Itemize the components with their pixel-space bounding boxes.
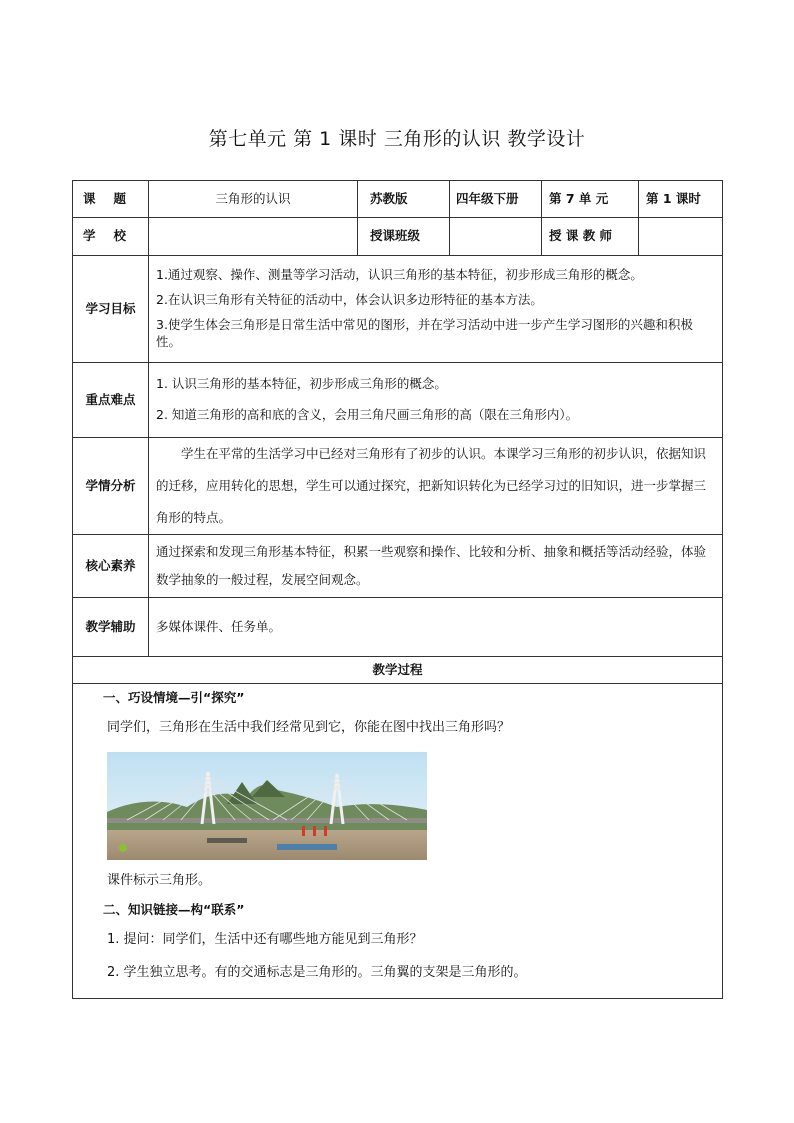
key-point-item: 1. 认识三角形的基本特征，初步形成三角形的概念。 xyxy=(156,376,447,392)
goals-row xyxy=(73,256,723,363)
analysis-text: 学生在平常的生活学习中已经对三角形有了初步的认识。本课学习三角形的初步认识，依据知识的迁移，应用转化的思想，学生可以通过探究，把新知识转化为已经学习过的旧知识，进一步掌握三角形的特点。 xyxy=(156,446,707,525)
part1-heading: 一、巧设情境—引“探究” xyxy=(103,690,245,705)
class-label: 授课班级 xyxy=(358,218,450,256)
key-points-row xyxy=(73,363,723,438)
part1-note: 课件标示三角形。 xyxy=(107,873,212,889)
aids-label: 教学辅助 xyxy=(73,598,149,657)
core-content: 通过探索和发现三角形基本特征，积累一些观察和操作、比较和分析、抽象和概括等活动经验，体验数学抽象的一般过程，发展空间观念。 xyxy=(149,535,723,598)
core-row xyxy=(73,535,723,598)
key-points-content xyxy=(149,363,723,438)
part2-item-2: 2. 学生独立思考。有的交通标志是三角形的。三角翼的支架是三角形的。 xyxy=(107,965,527,981)
analysis-label: 学情分析 xyxy=(73,438,149,535)
publisher-cell: 苏教版 xyxy=(358,181,450,218)
school-row xyxy=(73,218,723,256)
document-title: 第七单元 第 1 课时 三角形的认识 教学设计 xyxy=(208,128,586,150)
process-content xyxy=(73,684,723,999)
goal-item: 2.在认识三角形有关特征的活动中，体会认识多边形特征的基本方法。 xyxy=(156,292,543,308)
school-value xyxy=(149,218,358,256)
teacher-value xyxy=(639,218,723,256)
topic-value: 三角形的认识 xyxy=(149,181,358,218)
teacher-label: 授 课 教 师 xyxy=(542,218,639,256)
goals-label: 学习目标 xyxy=(73,256,149,363)
lesson-plan-table xyxy=(72,180,723,999)
goals-content xyxy=(149,256,723,363)
key-points-label: 重点难点 xyxy=(73,363,149,438)
unit-cell: 第 7 单 元 xyxy=(542,181,639,218)
core-label: 核心素养 xyxy=(73,535,149,598)
process-row xyxy=(73,684,723,999)
class-value xyxy=(450,218,542,256)
lesson-cell: 第 1 课时 xyxy=(639,181,723,218)
part2-item-1: 1. 提问：同学们，生活中还有哪些地方能见到三角形？ xyxy=(107,931,423,947)
aids-content: 多媒体课件、任务单。 xyxy=(149,598,723,657)
bridge-photo xyxy=(107,752,427,860)
key-point-item: 2. 知道三角形的高和底的含义，会用三角尺画三角形的高（限在三角形内）。 xyxy=(156,407,579,422)
analysis-content xyxy=(149,438,723,535)
process-heading-row xyxy=(73,657,723,684)
school-label: 学 校 xyxy=(73,218,149,256)
analysis-row xyxy=(73,438,723,535)
topic-row xyxy=(73,181,723,218)
aids-row xyxy=(73,598,723,657)
topic-label: 课 题 xyxy=(73,181,149,218)
process-heading: 教学过程 xyxy=(73,657,723,684)
grade-cell: 四年级下册 xyxy=(450,181,542,218)
part2-heading: 二、知识链接—构“联系” xyxy=(103,901,245,917)
part1-question: 同学们，三角形在生活中我们经常见到它，你能在图中找出三角形吗？ xyxy=(107,719,511,735)
goal-item: 3.使学生体会三角形是日常生活中常见的图形，并在学习活动中进一步产生学习图形的兴趣和积极性。 xyxy=(156,317,693,349)
cable-stayed-bridge-icon xyxy=(107,752,427,860)
goal-item: 1.通过观察、操作、测量等学习活动，认识三角形的基本特征，初步形成三角形的概念。 xyxy=(156,267,643,283)
